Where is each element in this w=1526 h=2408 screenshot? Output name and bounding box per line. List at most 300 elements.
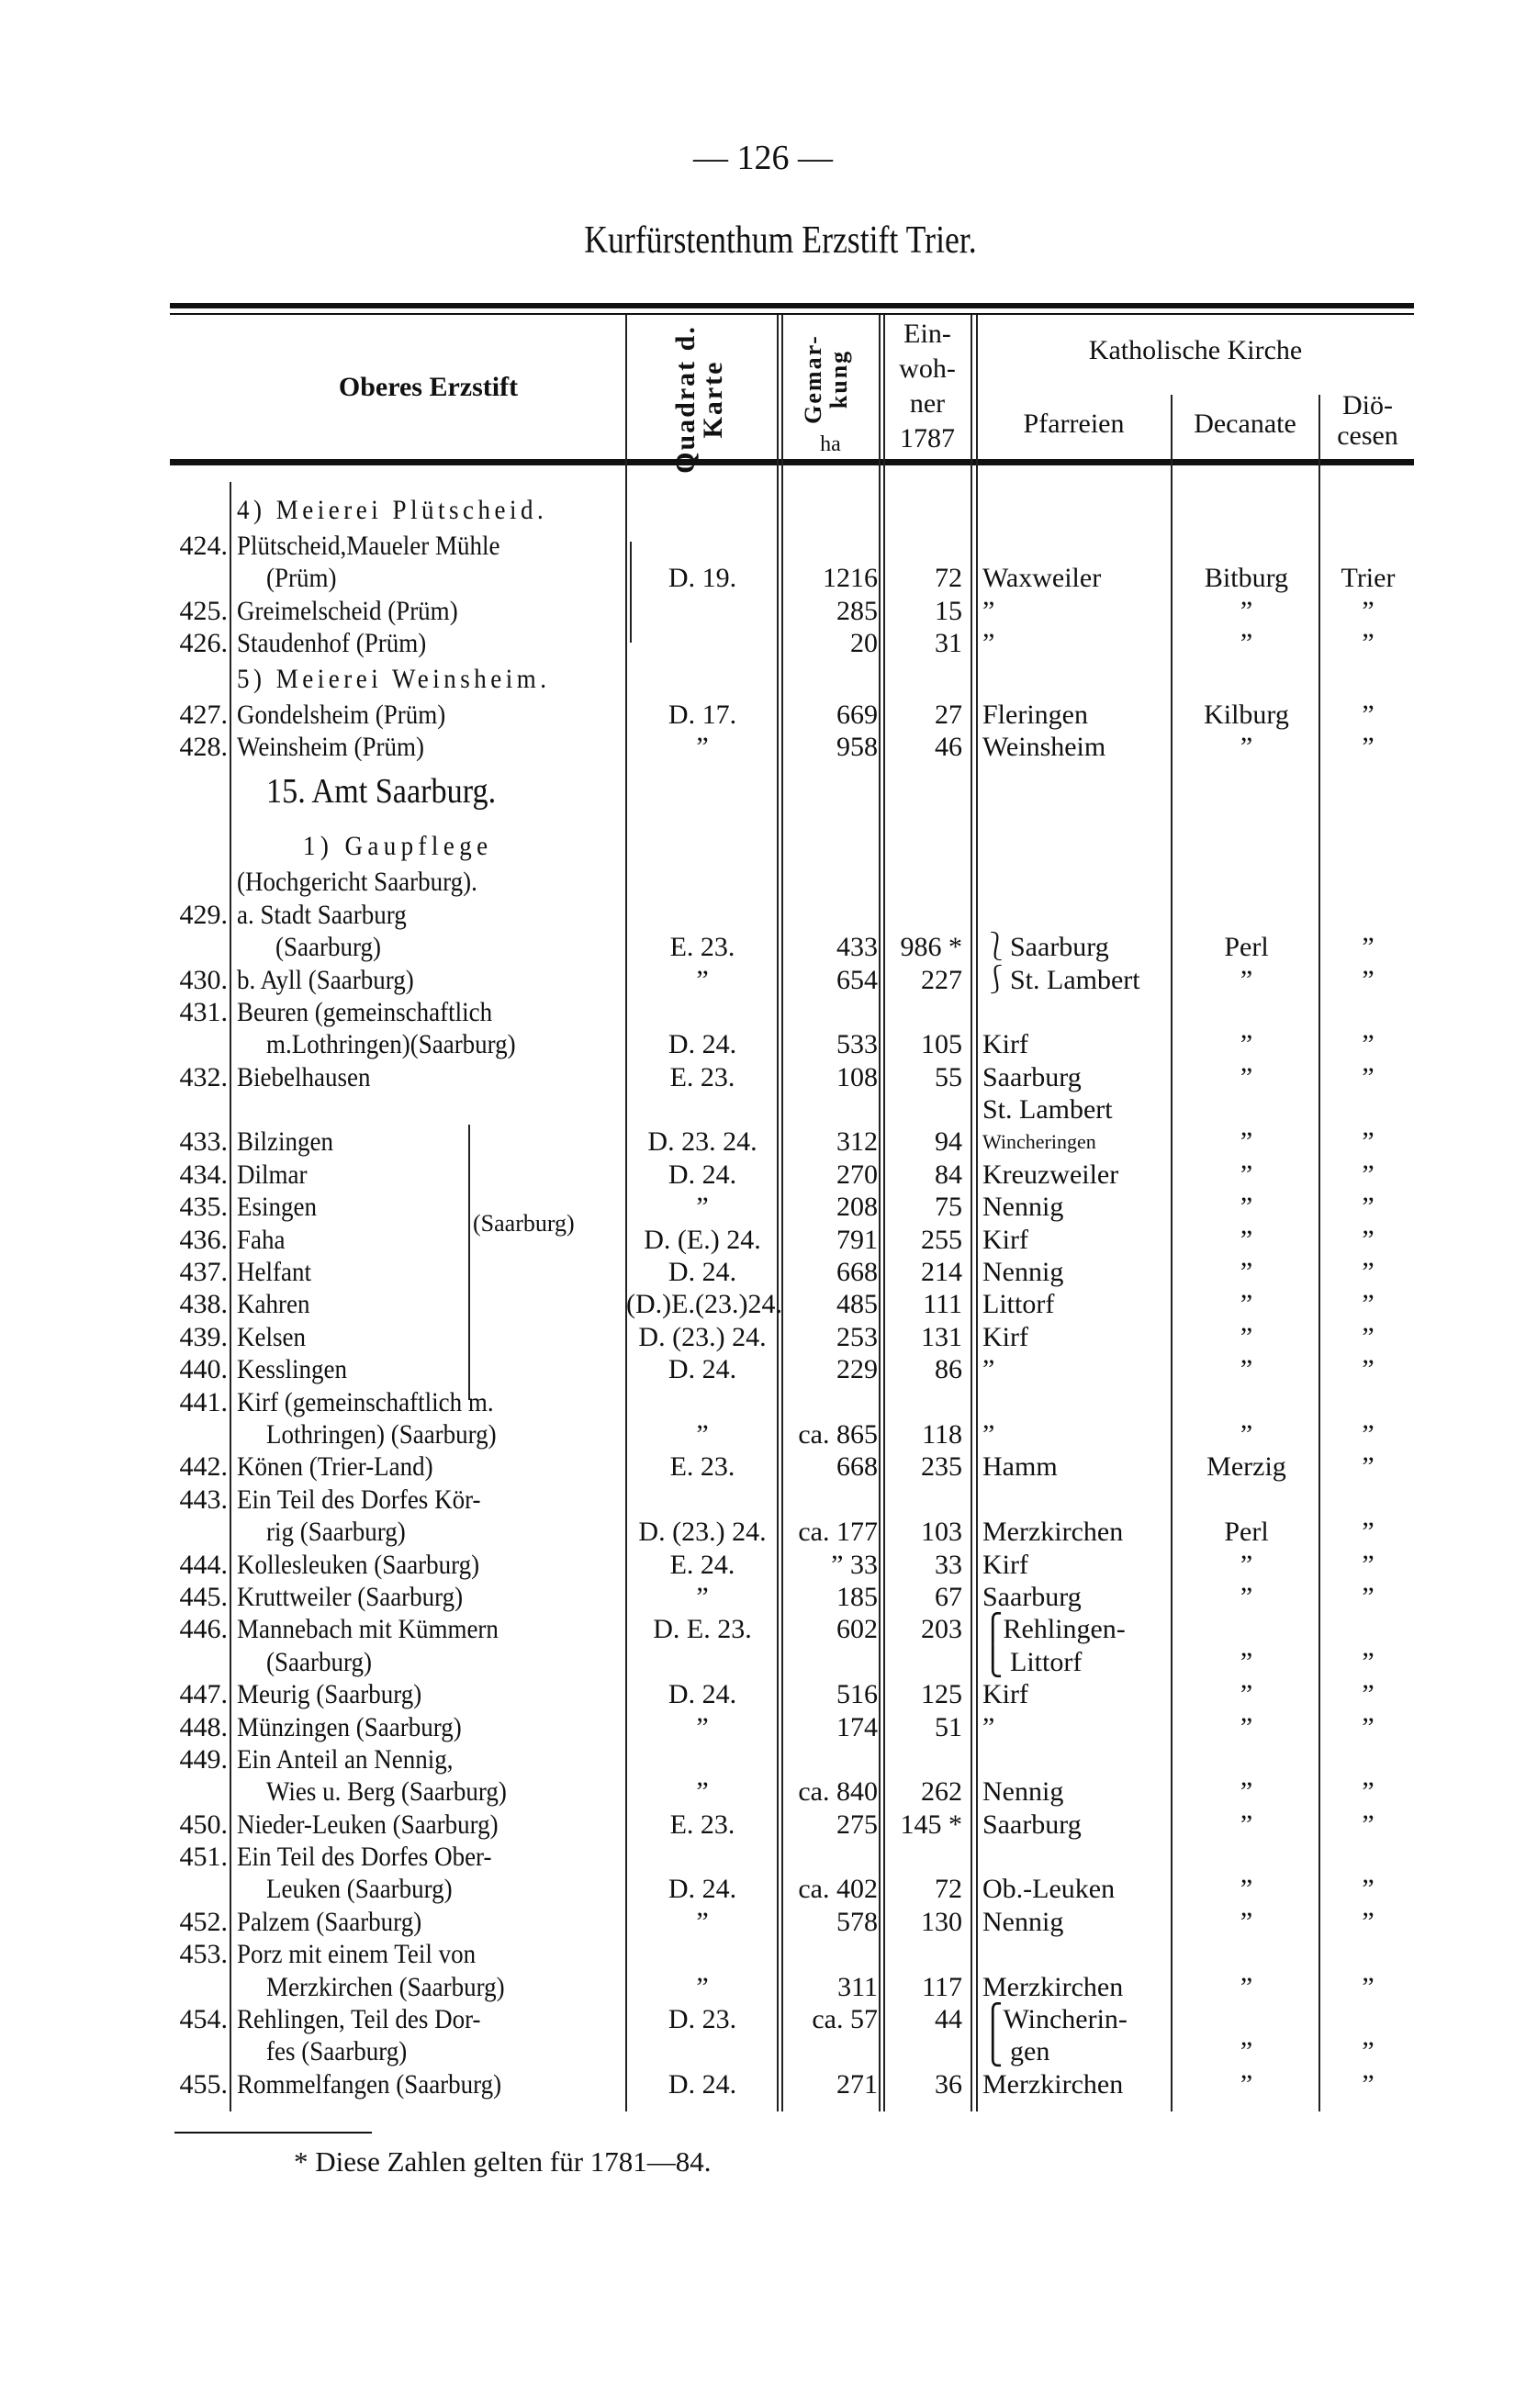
map-square: D. (23.) 24.	[638, 1517, 767, 1548]
diocese: ”	[1362, 1711, 1375, 1742]
map-square: ”	[696, 1192, 709, 1223]
map-square: ”	[696, 1581, 709, 1612]
diocese: ”	[1362, 1192, 1375, 1223]
map-square: D. 24.	[668, 1257, 737, 1288]
deanery: ”	[1240, 1061, 1253, 1092]
diocese: ”	[1362, 1517, 1375, 1548]
inhabitants-1787: 75	[935, 1192, 962, 1223]
inhabitants-1787: 46	[935, 731, 962, 762]
header-dioecesen-line: Diö-	[1342, 390, 1393, 420]
header-katholische-kirche: Katholische Kirche	[1088, 335, 1303, 365]
header-bottom-rule	[170, 459, 1414, 465]
area-ha: 270	[836, 1159, 878, 1190]
entry-number: 431.	[179, 996, 228, 1027]
entry-number: 432.	[179, 1061, 228, 1092]
entry-number: 444.	[179, 1549, 228, 1580]
area-ha: 1216	[823, 563, 878, 594]
entry-number: 433.	[179, 1126, 228, 1158]
place-name: Rehlingen, Teil des Dor-	[237, 2004, 481, 2035]
place-name: (Saarburg)	[266, 1646, 372, 1677]
page-number: — 126 —	[693, 139, 833, 177]
map-square: D. 23.	[668, 2004, 737, 2035]
place-name: Leuken (Saarburg)	[266, 1874, 453, 1905]
deanery: ”	[1240, 1257, 1253, 1288]
area-ha: 108	[836, 1061, 878, 1092]
diocese: ”	[1362, 1776, 1375, 1808]
place-name: 5) Meierei Weinsheim.	[237, 663, 551, 694]
brace-label: (Saarburg)	[473, 1209, 575, 1237]
entry-number: 448.	[179, 1711, 228, 1742]
deanery: ”	[1240, 1906, 1253, 1937]
table-row	[0, 1450, 1526, 1483]
table-row	[0, 866, 1526, 898]
entry-number: 436.	[179, 1224, 228, 1255]
deanery: ”	[1240, 1809, 1253, 1840]
area-ha: 669	[836, 699, 878, 730]
deanery: ”	[1240, 1289, 1253, 1320]
place-name: a. Stadt Saarburg	[237, 899, 407, 930]
diocese: ”	[1362, 1224, 1375, 1255]
diocese: ”	[1362, 1549, 1375, 1580]
entry-number: 455.	[179, 2068, 228, 2100]
table-row	[0, 899, 1526, 931]
inhabitants-1787: 36	[935, 2068, 962, 2100]
inhabitants-1787: 67	[935, 1581, 962, 1612]
entry-number: 438.	[179, 1289, 228, 1320]
entry-number: 441.	[179, 1386, 228, 1417]
inhabitants-1787: 130	[921, 1906, 962, 1937]
area-ha: ca. 177	[798, 1517, 878, 1548]
place-name: Porz mit einem Teil von	[237, 1939, 477, 1970]
entry-number: 449.	[179, 1743, 228, 1775]
map-square: ”	[696, 1711, 709, 1742]
place-name: Weinsheim (Prüm)	[237, 731, 425, 762]
place-name: Ein Teil des Dorfes Kör-	[237, 1484, 481, 1515]
table-row	[0, 1209, 1526, 1256]
header-einwohner-line: 1787	[900, 423, 955, 454]
area-ha: 185	[836, 1581, 878, 1612]
table-row	[0, 1646, 1526, 1678]
diocese: ”	[1362, 1646, 1375, 1677]
inhabitants-1787: 86	[935, 1354, 962, 1385]
table-row	[0, 1159, 1526, 1191]
parish: St. Lambert	[982, 1094, 1113, 1126]
diocese: ”	[1362, 1029, 1375, 1060]
diocese: ”	[1362, 2036, 1375, 2067]
area-ha: 275	[836, 1809, 878, 1840]
inhabitants-1787: 125	[921, 1679, 962, 1710]
diocese: ”	[1362, 964, 1375, 995]
area-ha: 174	[836, 1711, 878, 1742]
table-row	[0, 1191, 1526, 1223]
diocese: ”	[1362, 2068, 1375, 2100]
entry-number: 451.	[179, 1842, 228, 1873]
area-ha: 668	[836, 1451, 878, 1483]
place-name: Esingen	[237, 1192, 317, 1223]
deanery: ”	[1240, 1159, 1253, 1190]
area-ha: 271	[836, 2068, 878, 2100]
footnote: * Diese Zahlen gelten für 1781—84.	[294, 2145, 712, 2178]
inhabitants-1787: 72	[935, 1874, 962, 1905]
map-square: E. 23.	[669, 1809, 735, 1840]
table-row	[0, 1841, 1526, 1873]
place-name: Kesslingen	[237, 1354, 347, 1385]
place-name: m.Lothringen)(Saarburg)	[266, 1029, 516, 1060]
inhabitants-1787: 94	[935, 1126, 962, 1158]
deanery: ”	[1240, 1711, 1253, 1742]
place-name: Kruttweiler (Saarburg)	[237, 1581, 464, 1612]
inhabitants-1787: 84	[935, 1159, 962, 1190]
parish: Fleringen	[982, 699, 1088, 730]
table-row	[0, 2068, 1526, 2100]
table-row	[0, 931, 1526, 963]
inhabitants-1787: 203	[921, 1614, 962, 1645]
entry-number: 453.	[179, 1939, 228, 1970]
deanery: ”	[1240, 1029, 1253, 1060]
map-square: D. 24.	[668, 1874, 737, 1905]
entry-number: 450.	[179, 1809, 228, 1840]
table-row	[0, 1418, 1526, 1450]
area-ha: 516	[836, 1679, 878, 1710]
map-square: D. 24.	[668, 2068, 737, 2100]
deanery: ”	[1240, 595, 1253, 626]
parish: Merzkirchen	[982, 2068, 1124, 2100]
entry-number: 443.	[179, 1484, 228, 1515]
map-square: ”	[696, 731, 709, 762]
place-name: b. Ayll (Saarburg)	[237, 964, 414, 995]
area-ha: 208	[836, 1192, 878, 1223]
parish: ⎱Saarburg	[982, 932, 1109, 963]
table-row	[0, 1126, 1526, 1158]
deanery: ”	[1240, 1224, 1253, 1255]
area-ha: 533	[836, 1029, 878, 1060]
page-title: Kurfürstenthum Erzstift Trier.	[584, 219, 977, 262]
inhabitants-1787: 111	[923, 1289, 962, 1320]
diocese: ”	[1362, 1061, 1375, 1092]
inhabitants-1787: 44	[935, 2004, 962, 2035]
entry-number: 426.	[179, 628, 228, 659]
header-dioecesen	[1319, 390, 1416, 451]
area-ha: 311	[837, 1971, 878, 2002]
place-name: 15. Amt Saarburg.	[266, 772, 497, 812]
table-row	[0, 1743, 1526, 1775]
section-heading-row	[0, 491, 1526, 530]
table-row	[0, 1028, 1526, 1060]
deanery: ”	[1240, 1192, 1253, 1223]
parish: ”	[982, 1418, 995, 1450]
area-ha: 253	[836, 1321, 878, 1352]
inhabitants-1787: 117	[922, 1971, 962, 2002]
map-square: ”	[696, 964, 709, 995]
area-ha: 485	[836, 1289, 878, 1320]
deanery: ”	[1240, 1776, 1253, 1808]
deanery: Kilburg	[1204, 699, 1289, 730]
map-square: (D.)E.(23.)24.	[626, 1289, 782, 1320]
table-row	[0, 964, 1526, 996]
area-ha: ” 33	[831, 1549, 878, 1580]
place-name: Palzem (Saarburg)	[237, 1906, 422, 1937]
parish: Kirf	[982, 1029, 1028, 1060]
top-rule-thick	[170, 303, 1414, 308]
parish: ”	[982, 595, 995, 626]
parish: ”	[982, 628, 995, 659]
deanery: Perl	[1224, 1517, 1269, 1548]
area-ha: 229	[836, 1354, 878, 1385]
table-row	[0, 2035, 1526, 2067]
map-square: D. 17.	[668, 699, 737, 730]
parish: Kirf	[982, 1224, 1028, 1255]
parish: ⎧Rehlingen-	[982, 1614, 1126, 1645]
place-name: Nieder-Leuken (Saarburg)	[237, 1809, 499, 1840]
place-name: Mannebach mit Kümmern	[237, 1614, 499, 1645]
table-row	[0, 1288, 1526, 1320]
table-row	[0, 1613, 1526, 1645]
entry-number: 424.	[179, 531, 228, 561]
table-row	[0, 1906, 1526, 1938]
table-row	[0, 1353, 1526, 1385]
table-row	[0, 1321, 1526, 1353]
parish: Nennig	[982, 1192, 1064, 1223]
place-name: Rommelfangen (Saarburg)	[237, 2068, 502, 2100]
entry-number: 452.	[179, 1906, 228, 1937]
place-name: Wies u. Berg (Saarburg)	[266, 1776, 507, 1808]
map-square: D. 24.	[668, 1354, 737, 1385]
map-square: E. 23.	[669, 1061, 735, 1092]
diocese: ”	[1362, 1581, 1375, 1612]
header-einwohner-line: Ein-	[903, 319, 951, 349]
place-name: Münzingen (Saarburg)	[237, 1711, 462, 1742]
place-name: Lothringen) (Saarburg)	[266, 1418, 497, 1450]
deanery: ”	[1240, 964, 1253, 995]
place-name: Helfant	[237, 1257, 311, 1288]
entry-number: 445.	[179, 1581, 228, 1612]
inhabitants-1787: 118	[922, 1418, 962, 1450]
inhabitants-1787: 33	[935, 1549, 962, 1580]
place-name: Plütscheid,Maueler Mühle	[237, 531, 500, 561]
place-name: Bilzingen	[237, 1126, 333, 1158]
area-ha: 668	[836, 1257, 878, 1288]
deanery: ”	[1240, 1679, 1253, 1710]
table-row	[0, 1549, 1526, 1581]
entry-number: 437.	[179, 1257, 228, 1288]
diocese: ”	[1362, 1874, 1375, 1905]
diocese: ”	[1362, 595, 1375, 626]
inhabitants-1787: 262	[921, 1776, 962, 1808]
entry-number: 435.	[179, 1192, 228, 1223]
place-name: Könen (Trier-Land)	[237, 1451, 433, 1483]
parish: Merzkirchen	[982, 1517, 1124, 1548]
inhabitants-1787: 227	[921, 964, 962, 995]
table-row	[0, 1516, 1526, 1548]
table-row	[0, 1484, 1526, 1516]
deanery: ”	[1240, 1549, 1253, 1580]
parish: Nennig	[982, 1776, 1064, 1808]
entry-number: 447.	[179, 1679, 228, 1710]
place-name: Faha	[237, 1224, 286, 1255]
inhabitants-1787: 31	[935, 628, 962, 659]
deanery: Perl	[1224, 932, 1269, 963]
section-heading-row	[0, 763, 1526, 820]
map-square: E. 23.	[669, 1451, 735, 1483]
inhabitants-1787: 51	[935, 1711, 962, 1742]
header-einwohner	[884, 317, 971, 456]
parish: Saarburg	[982, 1061, 1082, 1092]
table-row	[0, 1775, 1526, 1808]
table-row	[0, 1711, 1526, 1743]
entry-number: 442.	[179, 1451, 228, 1483]
entry-number: 434.	[179, 1159, 228, 1190]
entry-number: 440.	[179, 1354, 228, 1385]
diocese: ”	[1362, 699, 1375, 730]
inhabitants-1787: 255	[921, 1224, 962, 1255]
parish: ”	[982, 1711, 995, 1742]
map-square: ”	[696, 1418, 709, 1450]
header-pfarreien: Pfarreien	[1023, 409, 1125, 439]
area-ha: 602	[836, 1614, 878, 1645]
table-row	[0, 562, 1526, 594]
section-heading-row	[0, 820, 1526, 866]
entry-number: 429.	[179, 899, 228, 930]
place-name: 4) Meierei Plütscheid.	[237, 495, 548, 525]
deanery: ”	[1240, 2068, 1253, 2100]
parish: Hamm	[982, 1451, 1058, 1483]
parish: Kirf	[982, 1549, 1028, 1580]
diocese: ”	[1362, 1354, 1375, 1385]
place-name: Kahren	[237, 1289, 310, 1320]
place-name: Staudenhof (Prüm)	[237, 628, 427, 659]
map-square: ”	[696, 1776, 709, 1808]
parish: Merzkirchen	[982, 1971, 1124, 2002]
area-ha: 578	[836, 1906, 878, 1937]
deanery: ”	[1240, 1126, 1253, 1158]
area-ha: ca. 840	[798, 1776, 878, 1808]
map-square: D. E. 23.	[653, 1614, 752, 1645]
header-decanate: Decanate	[1194, 409, 1296, 439]
inhabitants-1787: 214	[921, 1257, 962, 1288]
place-name: Biebelhausen	[237, 1061, 371, 1092]
area-ha: 791	[836, 1224, 878, 1255]
deanery: ”	[1240, 2036, 1253, 2067]
table-row	[0, 1809, 1526, 1841]
place-name: Beuren (gemeinschaftlich	[237, 996, 493, 1027]
table-row	[0, 1873, 1526, 1905]
header-dioecesen-line: cesen	[1337, 420, 1398, 451]
parish: Nennig	[982, 1257, 1064, 1288]
parish: Kirf	[982, 1679, 1028, 1710]
inhabitants-1787: 235	[921, 1451, 962, 1483]
parish: Weinsheim	[982, 731, 1106, 762]
parish: ⎩ Littorf	[982, 1646, 1083, 1677]
deanery: ”	[1240, 1321, 1253, 1352]
place-name: Dilmar	[237, 1159, 308, 1190]
entry-number: 425.	[179, 595, 228, 626]
table-row	[0, 1971, 1526, 2003]
place-name: 1) Gaupflege	[303, 831, 493, 862]
deanery: Bitburg	[1204, 563, 1289, 594]
top-rule-thin	[170, 313, 1414, 315]
inhabitants-1787: 105	[921, 1029, 962, 1060]
area-ha: ca. 402	[798, 1874, 878, 1905]
diocese: ”	[1362, 1971, 1375, 2002]
table-row	[0, 1386, 1526, 1418]
map-square: D. 24.	[668, 1159, 737, 1190]
place-name: Ein Teil des Dorfes Ober-	[237, 1842, 492, 1873]
table-row	[0, 530, 1526, 562]
table-row	[0, 595, 1526, 627]
parish: Waxweiler	[982, 563, 1102, 594]
deanery: Merzig	[1206, 1451, 1286, 1483]
map-square: E. 24.	[669, 1549, 735, 1580]
diocese: ”	[1362, 1321, 1375, 1352]
entry-number: 428.	[179, 731, 228, 762]
diocese: Trier	[1341, 563, 1396, 594]
parish: Kreuzweiler	[982, 1159, 1119, 1190]
header-oberes-erzstift: Oberes Erzstift	[338, 372, 519, 402]
parish: ”	[982, 1354, 995, 1385]
inhabitants-1787: 145 *	[900, 1809, 962, 1840]
table-row	[0, 1581, 1526, 1613]
place-name: (Prüm)	[266, 563, 337, 594]
inhabitants-1787: 72	[935, 563, 962, 594]
place-name: Kelsen	[237, 1321, 306, 1352]
inhabitants-1787: 27	[935, 699, 962, 730]
place-name: Meurig (Saarburg)	[237, 1679, 422, 1710]
area-ha: 312	[836, 1126, 878, 1158]
diocese: ”	[1362, 1289, 1375, 1320]
area-ha: 958	[836, 731, 878, 762]
area-ha: 20	[850, 628, 878, 659]
inhabitants-1787: 103	[921, 1517, 962, 1548]
inhabitants-1787: 986 *	[900, 932, 962, 963]
place-name: Merzkirchen (Saarburg)	[266, 1971, 505, 2002]
deanery: ”	[1240, 1971, 1253, 2002]
place-name: fes (Saarburg)	[266, 2036, 408, 2067]
diocese: ”	[1362, 1679, 1375, 1710]
inhabitants-1787: 55	[935, 1061, 962, 1092]
table-row	[0, 1061, 1526, 1093]
place-name: rig (Saarburg)	[266, 1517, 406, 1548]
map-square: ”	[696, 1971, 709, 2002]
area-ha: 285	[836, 595, 878, 626]
table-row	[0, 996, 1526, 1028]
diocese: ”	[1362, 932, 1375, 963]
diocese: ”	[1362, 1809, 1375, 1840]
table-row	[0, 1093, 1526, 1126]
header-quadrat: Quadrat d. Karte	[670, 325, 728, 474]
footnote-rule	[174, 2132, 372, 2134]
diocese: ”	[1362, 1451, 1375, 1483]
map-square: D. 19.	[668, 563, 737, 594]
diocese: ”	[1362, 1418, 1375, 1450]
place-name: (Saarburg)	[275, 932, 381, 963]
diocese: ”	[1362, 628, 1375, 659]
map-square: D. 24.	[668, 1029, 737, 1060]
area-ha: 654	[836, 964, 878, 995]
parish: Saarburg	[982, 1581, 1082, 1612]
map-square: D. 23. 24.	[647, 1126, 757, 1158]
area-ha: 433	[836, 932, 878, 963]
deanery: ”	[1240, 1581, 1253, 1612]
parish: Kirf	[982, 1321, 1028, 1352]
header-einwohner-line: woh-	[899, 353, 956, 384]
diocese: ”	[1362, 731, 1375, 762]
map-square: D. 24.	[668, 1679, 737, 1710]
table-body	[0, 491, 1526, 2100]
map-square: E. 23.	[669, 932, 735, 963]
diocese: ”	[1362, 1906, 1375, 1937]
diocese: ”	[1362, 1159, 1375, 1190]
inhabitants-1787: 131	[921, 1321, 962, 1352]
